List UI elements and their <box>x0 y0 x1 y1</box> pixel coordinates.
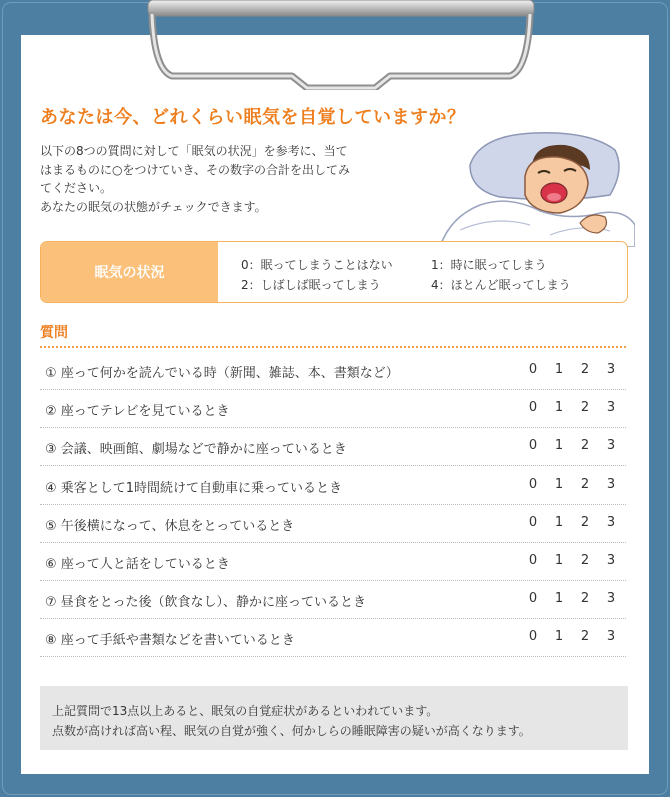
intro-line: はまるものに○をつけていき、その数字の合計を出してみ <box>40 162 350 177</box>
questions-heading: 質問 <box>40 325 68 341</box>
question-row <box>40 466 626 505</box>
note-line: 上記質問で13点以上あると、眠気の自覚症状があるといわれています。 <box>52 704 439 718</box>
score-option-2[interactable]: 2 <box>580 400 590 416</box>
sleeping-man-illustration <box>440 125 635 247</box>
question-row <box>40 351 626 390</box>
score-option-3[interactable]: 3 <box>606 629 616 645</box>
score-option-2[interactable]: 2 <box>580 438 590 454</box>
question-text: ④ 乗客として1時間続けて自動車に乗っているとき <box>45 480 343 496</box>
score-option-3[interactable]: 3 <box>606 476 616 492</box>
score-option-0[interactable]: 0 <box>528 553 538 568</box>
score-option-0[interactable]: 0 <box>528 629 538 645</box>
score-option-1[interactable]: 1 <box>554 362 564 377</box>
score-option-3[interactable]: 3 <box>606 400 616 416</box>
score-option-1[interactable]: 1 <box>554 629 564 645</box>
note-line: 点数が高ければ高い程、眠気の自覚が強く、何かしらの睡眠障害の疑いが高くなります。 <box>52 724 531 738</box>
clipboard-clip-icon <box>142 0 540 90</box>
scoring-note <box>40 686 628 750</box>
status-item: 4：ほとんど眠ってしまう <box>431 278 571 292</box>
score-option-2[interactable]: 2 <box>580 514 590 530</box>
score-option-1[interactable]: 1 <box>554 438 564 454</box>
question-text: ⑥ 座って人と話をしているとき <box>45 557 230 572</box>
question-text: ⑦ 昼食をとった後（飲食なし）、静かに座っているとき <box>45 595 367 611</box>
question-row <box>40 542 626 581</box>
question-row <box>40 618 626 657</box>
heading-divider <box>40 346 626 348</box>
score-option-1[interactable]: 1 <box>554 476 564 492</box>
score-option-0[interactable]: 0 <box>528 438 538 454</box>
score-option-3[interactable]: 3 <box>606 514 616 530</box>
question-row <box>40 504 626 543</box>
score-option-0[interactable]: 0 <box>528 591 538 607</box>
status-item: 2：しばしば眠ってしまう <box>241 278 381 292</box>
status-item: 1：時に眠ってしまう <box>431 258 547 272</box>
score-option-2[interactable]: 2 <box>580 629 590 645</box>
score-option-0[interactable]: 0 <box>528 400 538 416</box>
question-row <box>40 427 626 466</box>
score-option-0[interactable]: 0 <box>528 476 538 492</box>
intro-line: てください。 <box>40 181 113 195</box>
intro-text <box>40 142 390 216</box>
status-label: 眠気の状況 <box>41 242 218 302</box>
intro-line: 以下の8つの質問に対して「眠気の状況」を参考に、当て <box>40 144 348 158</box>
question-text: ① 座って何かを読んでいる時（新聞、雑誌、本、書類など） <box>45 366 399 381</box>
intro-line: あなたの眠気の状態がチェックできます。 <box>40 199 267 214</box>
score-option-0[interactable]: 0 <box>528 362 538 377</box>
score-option-2[interactable]: 2 <box>580 362 590 377</box>
question-text: ③ 会議、映画館、劇場などで静かに座っているとき <box>45 442 347 458</box>
question-row <box>40 389 626 428</box>
status-item: 0：眠ってしまうことはない <box>241 258 393 272</box>
score-option-1[interactable]: 1 <box>554 400 564 416</box>
score-option-2[interactable]: 2 <box>580 553 590 568</box>
question-text: ⑧ 座って手紙や書類などを書いているとき <box>45 633 295 649</box>
question-text: ⑤ 午後横になって、休息をとっているとき <box>45 518 295 534</box>
question-row <box>40 580 626 619</box>
question-text: ② 座ってテレビを見ているとき <box>45 404 230 420</box>
score-option-1[interactable]: 1 <box>554 553 564 568</box>
score-option-0[interactable]: 0 <box>528 514 538 530</box>
score-option-3[interactable]: 3 <box>606 362 616 377</box>
page-title: あなたは今、どれくらい眠気を自覚していますか？ <box>40 107 466 128</box>
score-option-2[interactable]: 2 <box>580 591 590 607</box>
score-option-1[interactable]: 1 <box>554 591 564 607</box>
score-option-3[interactable]: 3 <box>606 553 616 568</box>
score-option-1[interactable]: 1 <box>554 514 564 530</box>
score-option-3[interactable]: 3 <box>606 438 616 454</box>
score-option-3[interactable]: 3 <box>606 591 616 607</box>
sleepiness-status-legend <box>40 241 628 303</box>
score-option-2[interactable]: 2 <box>580 476 590 492</box>
